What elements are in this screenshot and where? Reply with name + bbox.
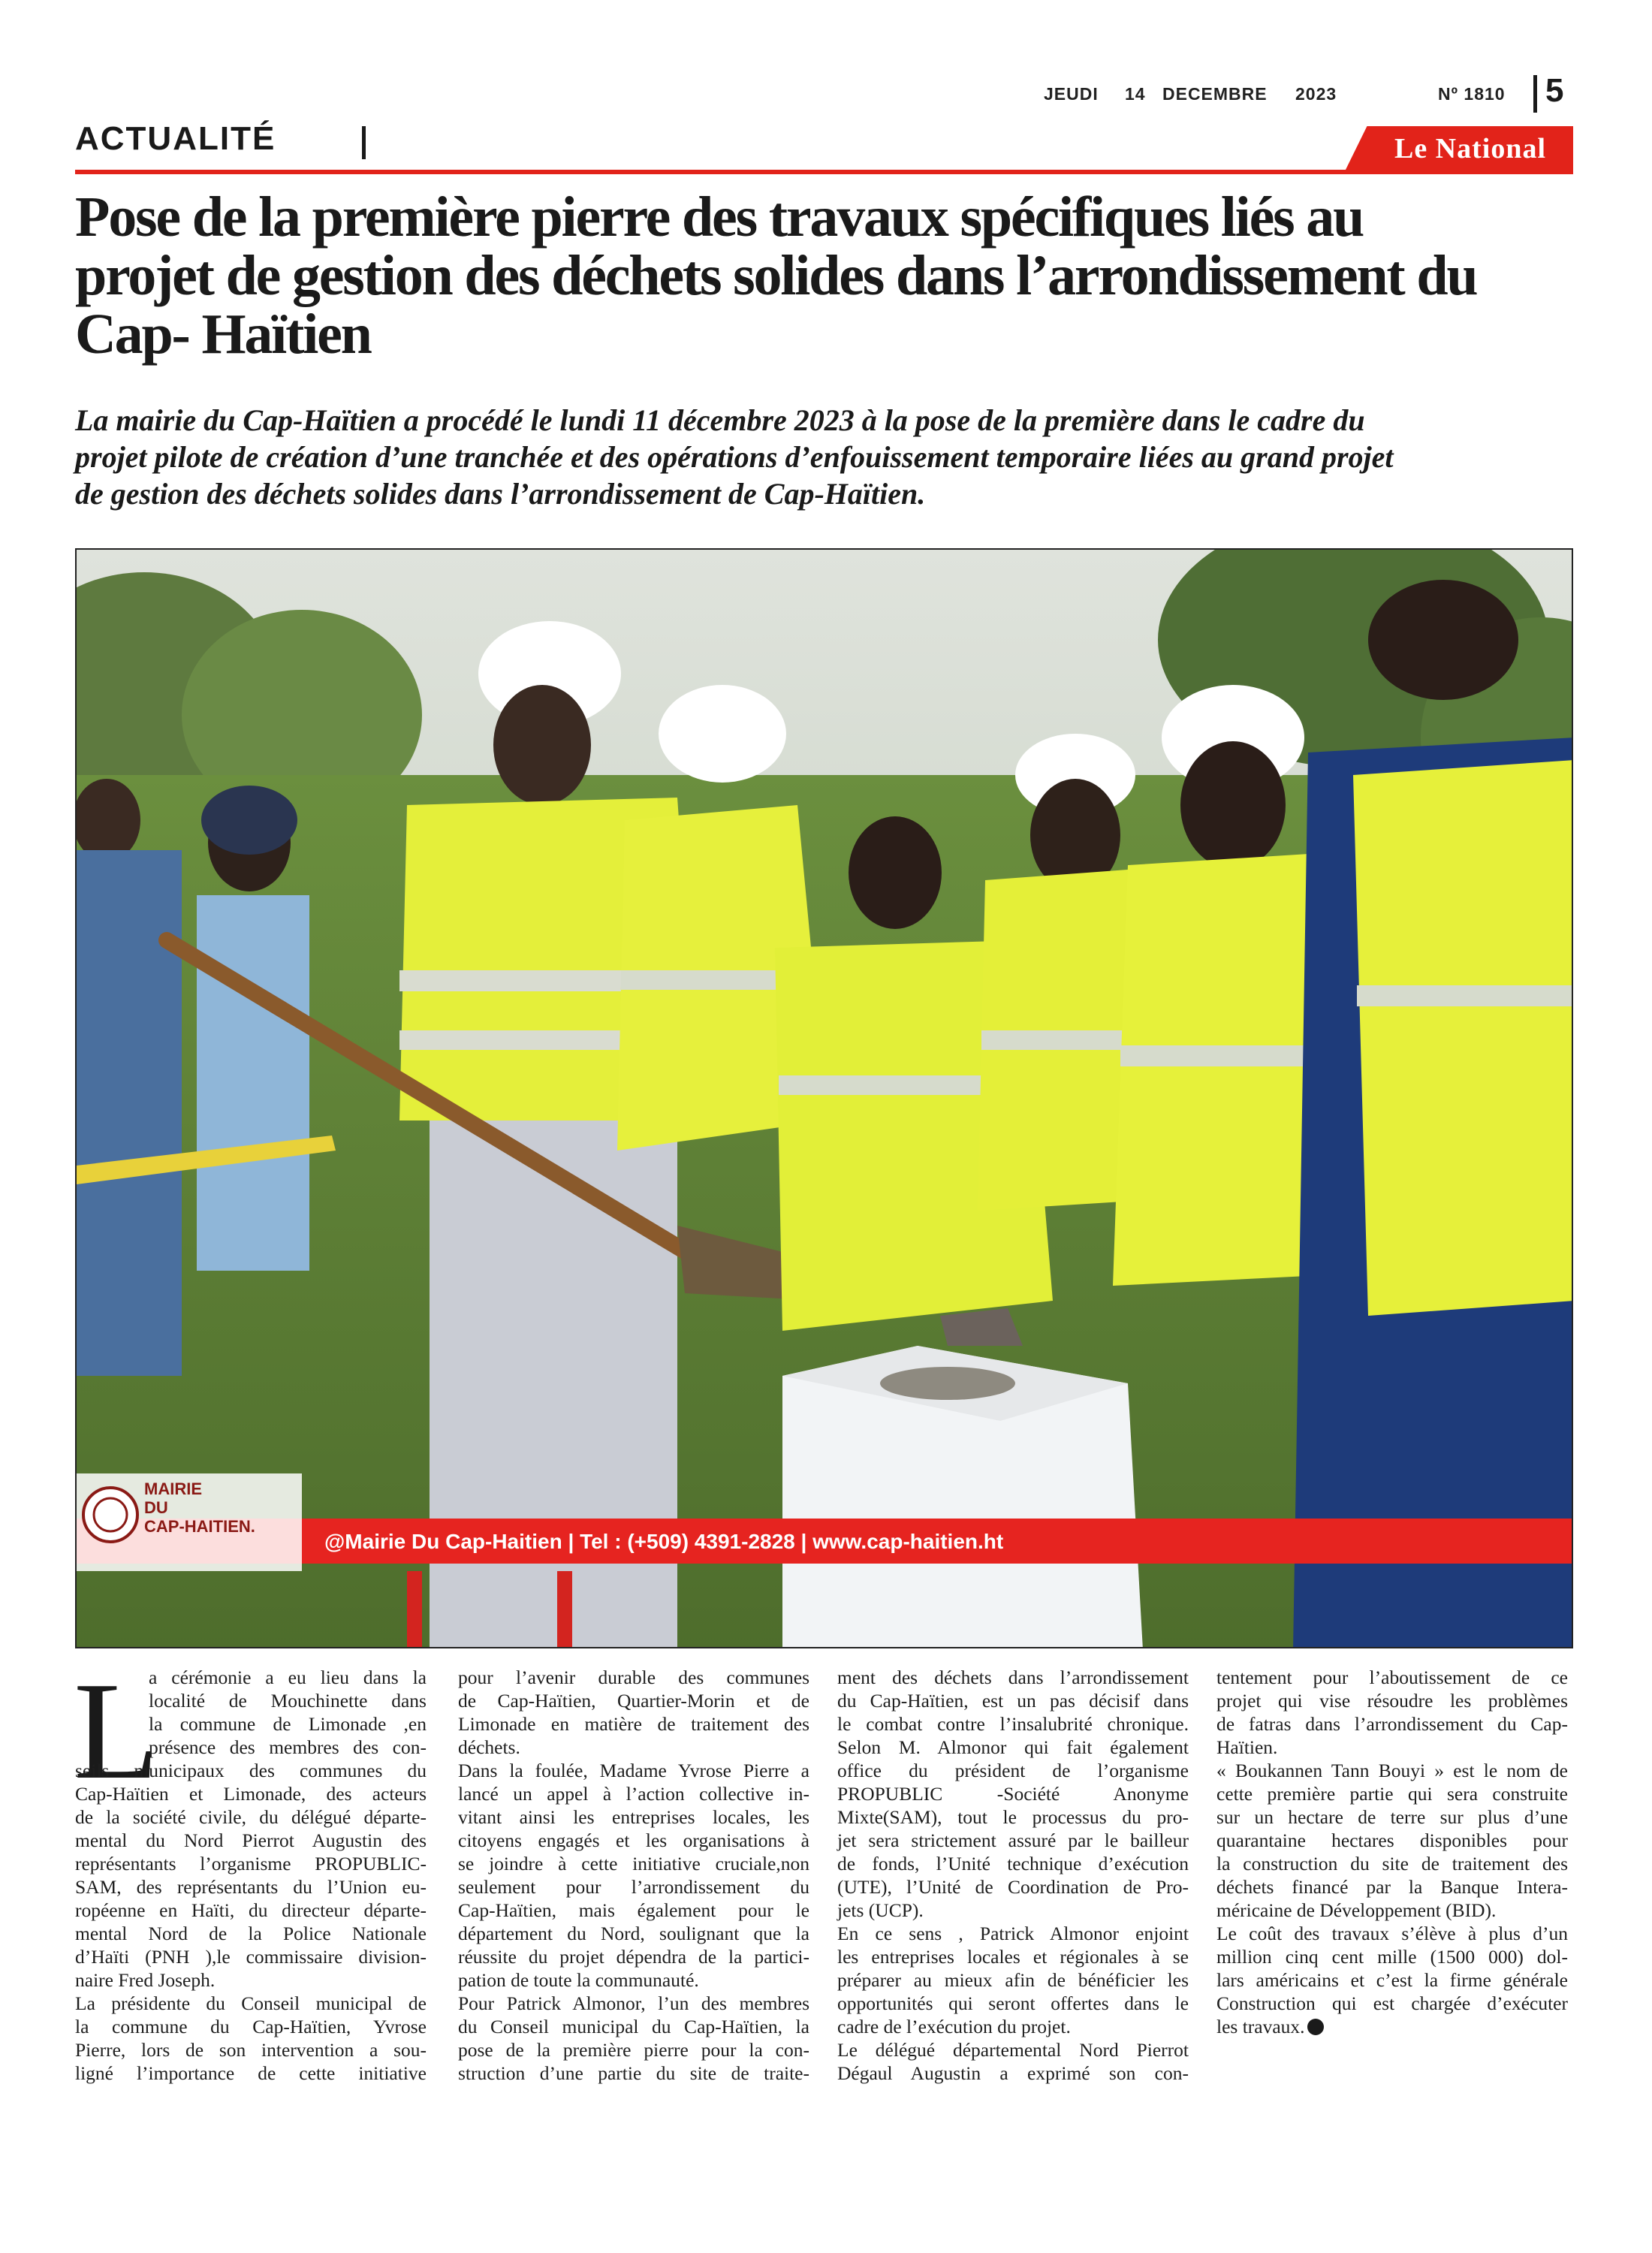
text-line: quarantaine hectares disponibles pour: [1216, 1829, 1568, 1851]
end-of-article-icon: [1307, 2019, 1324, 2035]
text-line: ropéenne en Haïti, du directeur départe-: [75, 1899, 427, 1921]
lede-line: de gestion des déchets solides dans l’arrondissement de Cap-Haïtien.: [75, 477, 926, 511]
text-line: tentement pour l’aboutissement de ce: [1216, 1666, 1568, 1688]
banner-org-line1: MAIRIE: [144, 1479, 202, 1498]
banner-org-line2: DU: [144, 1498, 168, 1517]
text-line: citoyens engagés et les organisations à: [458, 1829, 809, 1851]
year: 2023: [1295, 84, 1337, 104]
text-line: lancé un appel à l’action collective in-: [458, 1783, 809, 1805]
article-lede: [75, 402, 1584, 512]
text-line: méricaine de Développement (BID).: [1216, 1899, 1497, 1921]
text-line: la construction du site de traitement des: [1216, 1853, 1568, 1874]
headline-line: Pose de la première pierre des travaux spécifiques liés au: [75, 185, 1364, 249]
day-of-month: 14: [1125, 84, 1146, 104]
month: DECEMBRE: [1162, 84, 1268, 104]
text-line: Haïtien.: [1216, 1736, 1278, 1758]
text-line: mental du Nord Pierrot Augustin des: [75, 1829, 427, 1851]
section-label: ACTUALITÉ: [75, 120, 276, 157]
text-line: les entreprises locales et régionales à se: [837, 1946, 1189, 1968]
text-line: Selon M. Almonor qui fait également: [837, 1736, 1189, 1758]
article-headline: [75, 185, 1584, 366]
header-rule: [75, 170, 1573, 174]
text-line: se joindre à cette initiative cruciale,non: [458, 1853, 809, 1874]
text-line: mental Nord de la Police Nationale: [75, 1923, 427, 1944]
text-line: cadre de l’exécution du projet.: [837, 2016, 1071, 2037]
text-line: représentants l’organisme PROPUBLIC-: [75, 1853, 427, 1874]
text-line-final: [1216, 2015, 1568, 2038]
text-line: présence des membres des con-: [149, 1736, 427, 1758]
lede-line: projet pilote de création d’une tranchée et des opérations d’enfouissement temporaire liées au grand projet: [75, 440, 1394, 474]
text-line: le combat contre l’insalubrité chronique.: [837, 1713, 1189, 1735]
lede-line: La mairie du Cap-Haïtien a procédé le lundi 11 décembre 2023 à la pose de la première dans le cadre du: [75, 403, 1365, 437]
text-line: (UTE), l’Unité de Coordination de Pro-: [837, 1876, 1189, 1898]
text-line: de la société civile, du délégué départe-: [75, 1806, 427, 1828]
text-line: jets (UCP).: [837, 1899, 924, 1921]
text-line: la commune du Cap-Haïtien, Yvrose: [75, 2016, 427, 2037]
banner-contact-text: @Mairie Du Cap-Haitien | Tel : (+509) 4391-2828 | www.cap-haitien.ht: [324, 1530, 1004, 1553]
headline-line: projet de gestion des déchets solides dans l’arrondissement du: [75, 244, 1477, 307]
text-line: vitant ainsi les entreprises locales, les: [458, 1806, 809, 1828]
text-line: du Conseil municipal du Cap-Haïtien, la: [458, 2016, 809, 2037]
issue-metadata: [1044, 84, 1509, 114]
text-line: naire Fred Joseph.: [75, 1969, 216, 1991]
text-line: struction d’une partie du site de traite-: [458, 2062, 809, 2084]
banner-org-line3: CAP-HAITIEN.: [144, 1517, 255, 1536]
text-line: office du président de l’organisme: [837, 1760, 1189, 1781]
text-line: jet sera strictement assuré par le bailleur: [837, 1829, 1189, 1851]
text-line: Construction qui est chargée d’exécuter: [1216, 1992, 1568, 2014]
text-line: de fatras dans l’arrondissement du Cap-: [1216, 1713, 1568, 1735]
text-line: sur un hectare de terre sur plus d’une: [1216, 1806, 1568, 1828]
text-line: département du Nord, soulignant que la: [458, 1923, 809, 1944]
text-line: projet qui vise résoudre les problèmes: [1216, 1690, 1568, 1712]
text-line: pation de toute la communauté.: [458, 1969, 699, 1991]
text-line: déchets financé par la Banque Intera-: [1216, 1876, 1568, 1898]
text-line: « Boukannen Tann Bouyi » est le nom de: [1216, 1760, 1568, 1781]
page-number: 5: [1545, 72, 1564, 109]
issue-number: Nº 1810: [1438, 84, 1506, 104]
text-line: a cérémonie a eu lieu dans la: [149, 1666, 427, 1688]
text-line: Dans la foulée, Madame Yvrose Pierre a: [458, 1760, 809, 1781]
text-line: localité de Mouchinette dans: [149, 1690, 427, 1712]
drop-cap: L: [74, 1654, 159, 1808]
text-line: les travaux.: [1216, 2016, 1305, 2037]
text-line: déchets.: [458, 1736, 520, 1758]
text-line: million cinq cent mille (1500 000) dol-: [1216, 1946, 1568, 1968]
page-number-divider: [1533, 75, 1537, 113]
text-line: la commune de Limonade ,en: [149, 1713, 427, 1735]
text-line: Le délégué départemental Nord Pierrot: [837, 2039, 1189, 2061]
headline-line: Cap- Haïtien: [75, 303, 371, 366]
text-line: Dégaul Augustin a exprimé son con-: [837, 2062, 1189, 2084]
text-line: du Cap-Haïtien, est un pas décisif dans: [837, 1690, 1189, 1712]
text-line: opportunités qui seront offertes dans le: [837, 1992, 1189, 2014]
text-line: lars américains et c’est la firme générale: [1216, 1969, 1568, 1991]
text-line: Limonade en matière de traitement des: [458, 1713, 809, 1735]
text-line: pour l’avenir durable des communes: [458, 1666, 809, 1688]
text-line: cette première partie qui sera construite: [1216, 1783, 1568, 1805]
section-divider: [362, 126, 366, 159]
text-line: seils municipaux des communes du: [75, 1760, 427, 1781]
text-line: Mixte(SAM), tout le processus du pro-: [837, 1806, 1189, 1828]
mairie-seal-icon: [83, 1488, 137, 1542]
article-column-2: [458, 1666, 809, 2085]
article-photo: [75, 548, 1573, 1648]
article-column-3: [837, 1666, 1189, 2085]
text-line: Le coût des travaux s’élève à plus d’un: [1216, 1923, 1568, 1944]
text-line: ment des déchets dans l’arrondissement: [837, 1666, 1189, 1688]
text-line: pose de la première pierre pour la con-: [458, 2039, 809, 2061]
newspaper-name: Le National: [1394, 133, 1547, 164]
text-line: Pierre, lors de son intervention a sou-: [75, 2039, 427, 2061]
text-line: réussite du projet dépendra de la partici-: [458, 1946, 809, 1968]
weekday: JEUDI: [1044, 84, 1099, 104]
text-line: seulement pour l’arrondissement du: [458, 1876, 809, 1898]
text-line: SAM, des représentants du l’Union eu-: [75, 1876, 427, 1898]
text-line: ligné l’importance de cette initiative: [75, 2062, 427, 2084]
text-line: Cap-Haïtien, mais également pour le: [458, 1899, 809, 1921]
text-line: PROPUBLIC -Société Anonyme: [837, 1783, 1189, 1805]
text-line: Cap-Haïtien et Limonade, des acteurs: [75, 1783, 427, 1805]
text-line: préparer au mieux afin de bénéficier les: [837, 1969, 1189, 1991]
text-line: En ce sens , Patrick Almonor enjoint: [837, 1923, 1189, 1944]
article-column-1: [75, 1666, 427, 2085]
text-line: de fonds, l’Unité technique d’exécution: [837, 1853, 1189, 1874]
text-line: La présidente du Conseil municipal de: [75, 1992, 427, 2014]
ceremony-photo-illustration: [77, 550, 1573, 1648]
text-line: d’Haïti (PNH ),le commissaire division-: [75, 1946, 427, 1968]
text-line: Pour Patrick Almonor, l’un des membres: [458, 1992, 809, 2014]
article-column-4: [1216, 1666, 1568, 2038]
text-line: de Cap-Haïtien, Quartier-Morin et de: [458, 1690, 809, 1712]
